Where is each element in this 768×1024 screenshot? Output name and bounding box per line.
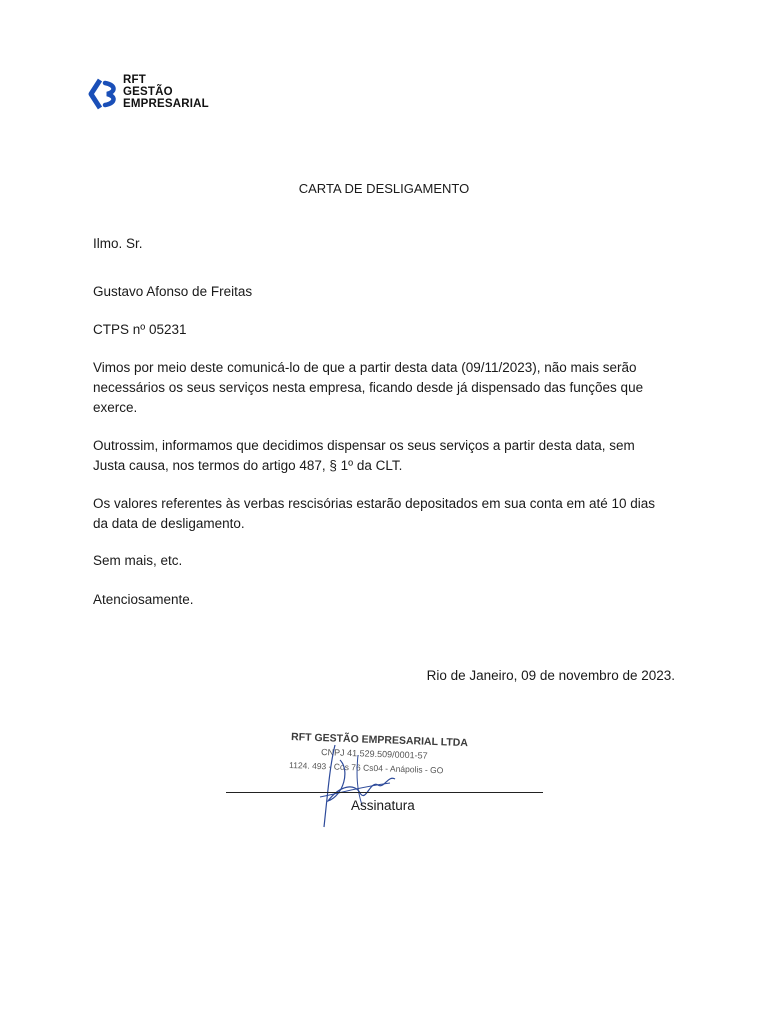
handwritten-signature bbox=[300, 735, 410, 835]
rft-logo-icon bbox=[88, 77, 118, 111]
signature-label: Assinatura bbox=[351, 798, 415, 813]
signature-line bbox=[226, 792, 543, 793]
paragraph-3-line-1: Os valores referentes às verbas rescisórias estarão depositados em sua conta em até 10 dias bbox=[93, 496, 656, 511]
place-and-date: Rio de Janeiro, 09 de novembro de 2023. bbox=[426, 668, 675, 683]
company-logo bbox=[88, 74, 218, 114]
stamp-line-1: RFT GESTÃO EMPRESARIAL LTDA bbox=[290, 731, 469, 750]
paragraph-1-line-3: exerce. bbox=[93, 400, 138, 415]
paragraph-2-line-1: Outrossim, informamos que decidimos dispensar os seus serviços a partir desta data, sem bbox=[93, 438, 635, 453]
closing-line: Sem mais, etc. bbox=[93, 553, 183, 568]
paragraph-1-line-2: necessários os seus serviços nesta empresa, ficando desde já dispensado das funções que bbox=[93, 380, 644, 395]
recipient-name: Gustavo Afonso de Freitas bbox=[93, 284, 253, 299]
logo-wordmark bbox=[123, 74, 209, 110]
regards-line: Atenciosamente. bbox=[93, 592, 194, 607]
ctps-number: CTPS nº 05231 bbox=[93, 322, 187, 337]
document-title: CARTA DE DESLIGAMENTO bbox=[298, 181, 470, 196]
paragraph-3-line-2: da data de desligamento. bbox=[93, 516, 245, 531]
paragraph-1-line-1: Vimos por meio deste comunicá-lo de que a partir desta data (09/11/2023), não mais serão bbox=[93, 360, 637, 375]
paragraph-2-line-2: Justa causa, nos termos do artigo 487, § 1º da CLT. bbox=[93, 458, 403, 473]
stamp-line-2: CNPJ 41.529.509/0001-57 bbox=[320, 747, 428, 761]
logo-line-3: EMPRESARIAL bbox=[123, 98, 209, 110]
logo-line-1: RFT bbox=[123, 74, 146, 86]
stamp-line-3: 1124. 493 - Cos 76 Cs04 - Anápolis - GO bbox=[288, 760, 444, 776]
logo-line-2: GESTÃO bbox=[123, 86, 173, 98]
salutation: Ilmo. Sr. bbox=[93, 236, 143, 251]
